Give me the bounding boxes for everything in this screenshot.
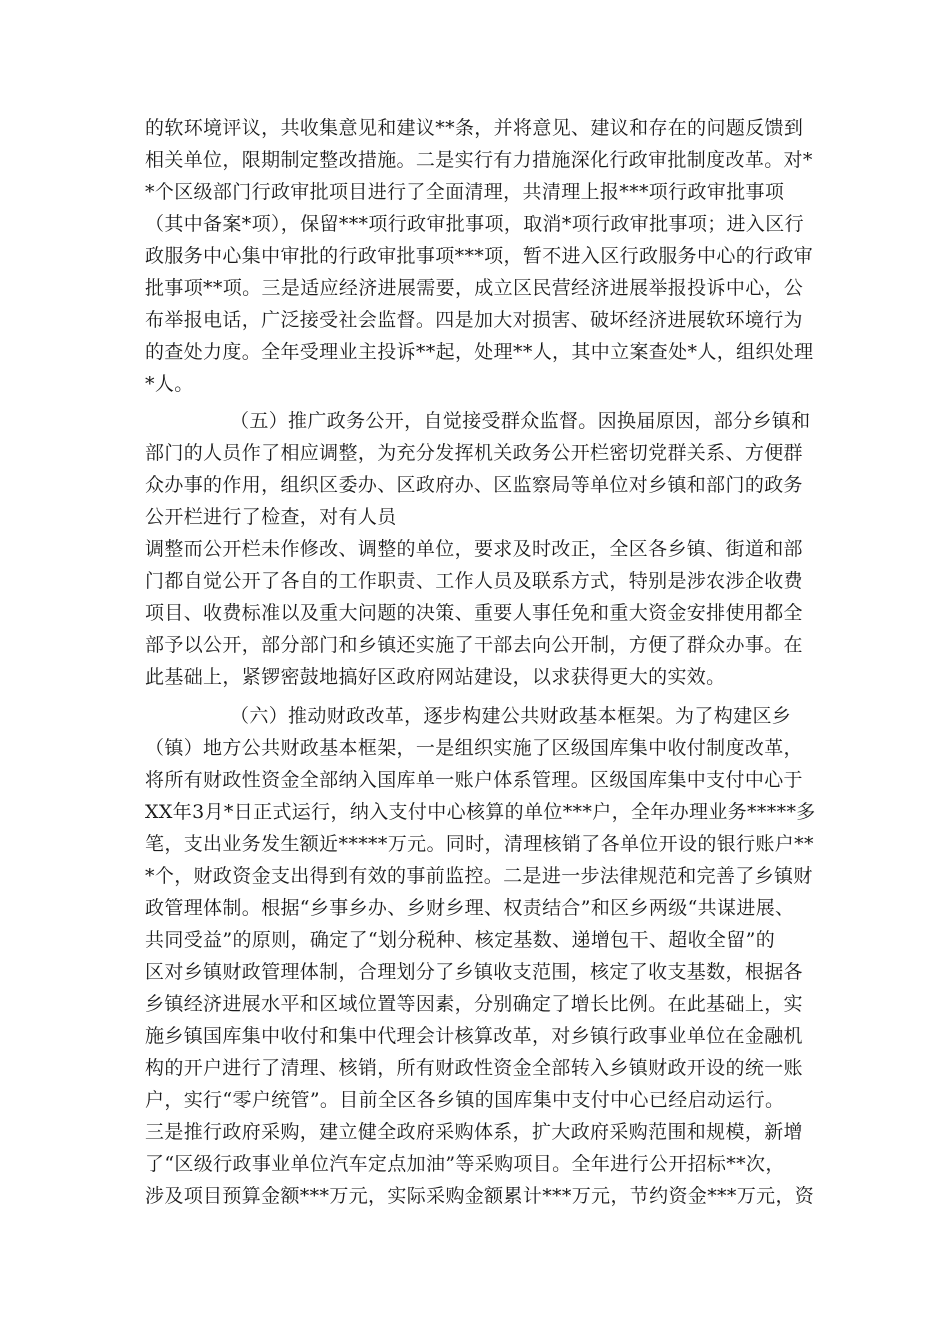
text-line: 项目、收费标准以及重大问题的决策、重要人事任免和重大资金安排使用都全: [145, 602, 803, 624]
text-line: 笔，支出业务发生额近*****万元。同时，清理核销了各单位开设的银行账户**: [145, 833, 814, 855]
text-line: （五）推广政务公开，自觉接受群众监督。因换届原因，部分乡镇和: [230, 410, 811, 432]
text-line: 的软环境评议，共收集意见和建议**条，并将意见、建议和存在的问题反馈到: [145, 117, 804, 139]
text-line: 批事项**项。三是适应经济进展需要，成立区民营经济进展举报投诉中心，公: [145, 277, 804, 299]
text-line: *个区级部门行政审批项目进行了全面清理，共清理上报***项行政审批事项: [145, 181, 785, 203]
text-line: 部门的人员作了相应调整，为充分发挥机关政务公开栏密切党群关系、方便群: [145, 442, 803, 464]
text-line: 共同受益”的原则，确定了“划分税种、核定基数、递增包干、超收全留”的: [145, 929, 776, 951]
text-line: 调整而公开栏未作修改、调整的单位，要求及时改正，全区各乡镇、街道和部: [145, 538, 803, 560]
text-line: 将所有财政性资金全部纳入国库单一账户体系管理。区级国库集中支付中心于: [145, 769, 803, 791]
text-line: 的查处力度。全年受理业主投诉**起，处理**人，其中立案查处*人，组织处理: [145, 341, 814, 363]
text-line: XX年3月*日正式运行，纳入支付中心核算的单位***户，全年办理业务*****多: [145, 801, 816, 823]
text-line: （镇）地方公共财政基本框架，一是组织实施了区级国库集中收付制度改革，: [145, 737, 803, 759]
text-line: 政服务中心集中审批的行政审批事项***项，暂不进入区行政服务中心的行政审: [145, 245, 814, 267]
text-line: 户，实行“零户统管”。目前全区各乡镇的国库集中支付中心已经启动运行。: [145, 1089, 785, 1111]
text-line: （其中备案*项），保留***项行政审批事项，取消*项行政审批事项；进入区行: [145, 213, 804, 235]
text-line: 众办事的作用，组织区委办、区政府办、区监察局等单位对乡镇和部门的政务: [145, 474, 803, 496]
text-line: 三是推行政府采购，建立健全政府采购体系，扩大政府采购范围和规模，新增: [145, 1121, 803, 1143]
text-line: 部予以公开，部分部门和乡镇还实施了干部去向公开制，方便了群众办事。在: [145, 634, 803, 656]
text-line: 公开栏进行了检查，对有人员: [145, 506, 397, 528]
text-line: 区对乡镇财政管理体制，合理划分了乡镇收支范围，核定了收支基数，根据各: [145, 961, 803, 983]
text-line: 构的开户进行了清理、核销，所有财政性资金全部转入乡镇财政开设的统一账: [145, 1057, 803, 1079]
text-line: 政管理体制。根据“乡事乡办、乡财乡理、权责结合”和区乡两级“共谋进展、: [145, 897, 795, 919]
text-line: （六）推动财政改革，逐步构建公共财政基本框架。为了构建区乡: [230, 705, 792, 727]
text-line: 乡镇经济进展水平和区域位置等因素，分别确定了增长比例。在此基础上，实: [145, 993, 803, 1015]
text-line: 施乡镇国库集中收付和集中代理会计核算改革，对乡镇行政事业单位在金融机: [145, 1025, 803, 1047]
text-line: 此基础上，紧锣密鼓地搞好区政府网站建设，以求获得更大的实效。: [145, 666, 726, 688]
text-line: 涉及项目预算金额***万元，实际采购金额累计***万元，节约资金***万元，资: [145, 1185, 815, 1207]
text-line: 相关单位，限期制定整改措施。二是实行有力措施深化行政审批制度改革。对*: [145, 149, 813, 171]
text-line: *人。: [145, 373, 194, 395]
text-line: 了“区级行政事业单位汽车定点加油”等采购项目。全年进行公开招标**次，: [145, 1153, 785, 1175]
text-line: *个，财政资金支出得到有效的事前监控。二是进一步法律规范和完善了乡镇财: [145, 865, 813, 887]
text-line: 门都自觉公开了各自的工作职责、工作人员及联系方式，特别是涉农涉企收费: [145, 570, 803, 592]
text-line: 布举报电话，广泛接受社会监督。四是加大对损害、破坏经济进展软环境行为: [145, 309, 803, 331]
